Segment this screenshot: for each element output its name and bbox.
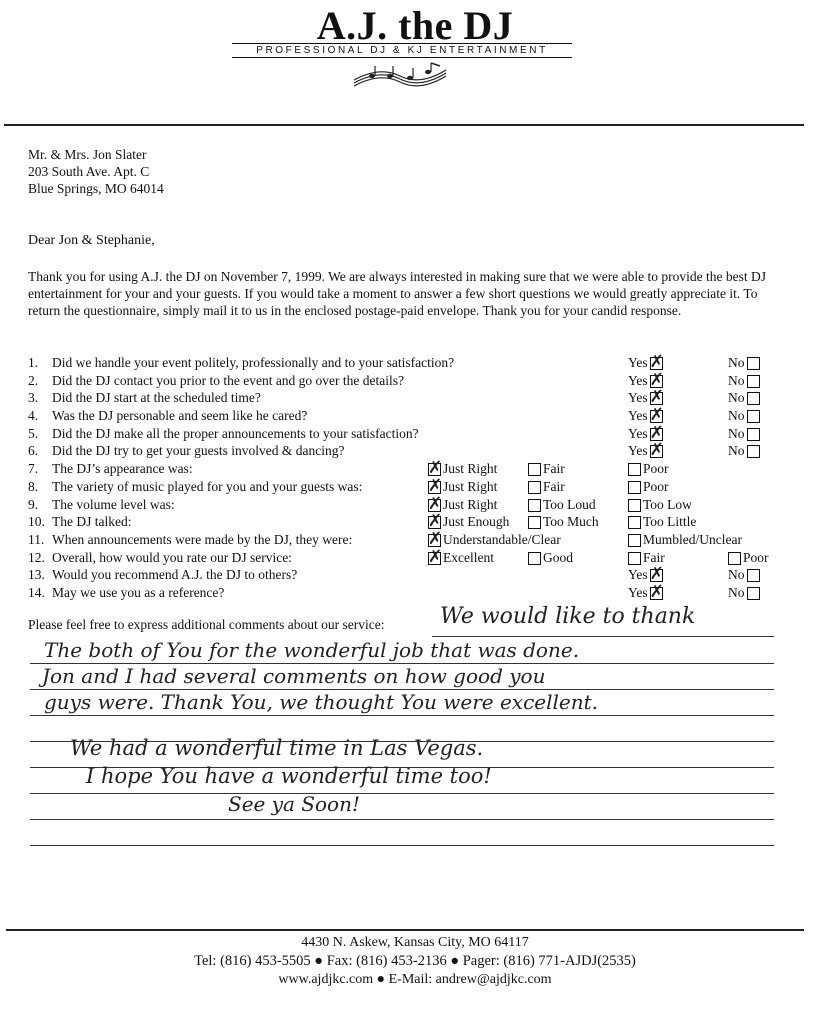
handwritten-comment-line-5: We had a wonderful time in Las Vegas. (70, 736, 484, 760)
question-3-yes[interactable]: Yes ✗ (628, 390, 665, 406)
handwritten-comment-line-1: We would like to thank (440, 604, 696, 629)
recipient-street: 203 South Ave. Apt. C (28, 164, 150, 179)
question-11: 11. When announcements were made by the DJ, they were: (28, 532, 353, 547)
company-tagline: PROFESSIONAL DJ & KJ ENTERTAINMENT (232, 43, 572, 58)
checkbox[interactable] (747, 445, 760, 458)
checkbox[interactable] (528, 516, 541, 529)
checkbox[interactable] (628, 481, 641, 494)
intro-paragraph: Thank you for using A.J. the DJ on November 7, 1999. We are always interested in making sure that we were able to provide the best DJ entertainment for your and your guests. If you would take a moment to answer a few short questions we would greatly appreciate it. To return the questionnaire, simply mail it to us in the enclosed postage-paid envelope. Thank you for your candid response. (28, 269, 766, 318)
question-7: 7. The DJ’s appearance was: (28, 461, 193, 476)
question-9: 9. The volume level was: (28, 497, 175, 512)
checkbox[interactable] (428, 463, 441, 476)
checkbox[interactable] (428, 552, 441, 565)
question-2: 2. Did the DJ contact you prior to the event and go over the details? (28, 373, 405, 388)
question-14-no[interactable]: No (728, 585, 762, 601)
question-14: 14. May we use you as a reference? (28, 585, 225, 600)
question-12-option-1[interactable]: ✗ Excellent (428, 550, 494, 566)
question-1-yes[interactable]: Yes ✗ (628, 355, 665, 371)
handwritten-comment-line-2: The both of You for the wonderful job that was done. (44, 638, 580, 662)
question-10: 10. The DJ talked: (28, 514, 132, 529)
question-10-option-1[interactable]: ✗ Just Enough (428, 514, 509, 530)
question-9-option-2[interactable]: Too Loud (528, 497, 596, 513)
question-4-yes[interactable]: Yes ✗ (628, 408, 665, 424)
comment-line (30, 819, 774, 820)
checkbox[interactable] (747, 428, 760, 441)
checkbox[interactable] (650, 587, 663, 600)
question-9-option-3[interactable]: Too Low (628, 497, 692, 513)
question-12-option-4[interactable]: Poor (728, 550, 769, 566)
question-5-no[interactable]: No (728, 426, 762, 442)
recipient-address (28, 146, 164, 197)
checkbox[interactable] (628, 534, 641, 547)
checkbox[interactable] (528, 499, 541, 512)
question-3: 3. Did the DJ start at the scheduled time? (28, 390, 261, 405)
checkbox[interactable] (747, 410, 760, 423)
question-6: 6. Did the DJ try to get your guests involved & dancing? (28, 443, 345, 458)
question-2-no[interactable]: No (728, 373, 762, 389)
question-1: 1. Did we handle your event politely, professionally and to your satisfaction? (28, 355, 455, 370)
footer-web-email: www.ajdjkc.com ● E-Mail: andrew@ajdjkc.com (278, 972, 552, 987)
question-1-no[interactable]: No (728, 355, 762, 371)
music-notes-icon (350, 62, 450, 90)
comment-line (30, 715, 774, 716)
company-name: A.J. the DJ (316, 3, 514, 48)
question-14-yes[interactable]: Yes ✗ (628, 585, 665, 601)
question-5: 5. Did the DJ make all the proper announcements to your satisfaction? (28, 426, 419, 441)
question-9-option-1[interactable]: ✗ Just Right (428, 497, 497, 513)
question-12-option-3[interactable]: Fair (628, 550, 665, 566)
footer-rule (6, 929, 804, 931)
checkbox[interactable] (628, 499, 641, 512)
checkbox[interactable] (650, 410, 663, 423)
question-5-yes[interactable]: Yes ✗ (628, 426, 665, 442)
checkbox[interactable] (650, 357, 663, 370)
handwritten-comment-line-7: See ya Soon! (228, 792, 361, 816)
question-2-yes[interactable]: Yes ✗ (628, 373, 665, 389)
question-12: 12. Overall, how would you rate our DJ service: (28, 550, 292, 565)
question-7-option-1[interactable]: ✗ Just Right (428, 461, 497, 477)
handwritten-comment-line-3: Jon and I had several comments on how good you (42, 664, 546, 688)
question-11-option-1[interactable]: ✗ Understandable/Clear (428, 532, 561, 548)
salutation: Dear Jon & Stephanie, (28, 233, 155, 248)
question-12-option-2[interactable]: Good (528, 550, 573, 566)
checkbox[interactable] (528, 552, 541, 565)
checkbox[interactable] (650, 569, 663, 582)
header-rule (4, 124, 804, 126)
question-10-option-2[interactable]: Too Much (528, 514, 599, 530)
recipient-name: Mr. & Mrs. Jon Slater (28, 147, 147, 162)
checkbox[interactable] (428, 516, 441, 529)
question-13: 13. Would you recommend A.J. the DJ to others? (28, 567, 298, 582)
checkbox[interactable] (628, 552, 641, 565)
comment-line (30, 793, 774, 794)
checkbox[interactable] (428, 481, 441, 494)
question-8-option-2[interactable]: Fair (528, 479, 565, 495)
checkbox[interactable] (628, 516, 641, 529)
question-8-option-3[interactable]: Poor (628, 479, 669, 495)
checkbox[interactable] (747, 569, 760, 582)
checkbox[interactable] (528, 481, 541, 494)
question-11-option-2[interactable]: Mumbled/Unclear (628, 532, 742, 548)
handwritten-comment-line-6: I hope You have a wonderful time too! (86, 764, 492, 788)
checkbox[interactable] (747, 392, 760, 405)
footer-phones: Tel: (816) 453-5505 ● Fax: (816) 453-2136 ● Pager: (816) 771-AJDJ(2535) (194, 953, 636, 969)
checkbox[interactable] (428, 534, 441, 547)
checkbox[interactable] (528, 463, 541, 476)
recipient-city: Blue Springs, MO 64014 (28, 181, 164, 196)
question-7-option-3[interactable]: Poor (628, 461, 669, 477)
question-8-option-1[interactable]: ✗ Just Right (428, 479, 497, 495)
question-4-no[interactable]: No (728, 408, 762, 424)
question-10-option-3[interactable]: Too Little (628, 514, 696, 530)
question-8: 8. The variety of music played for you and your guests was: (28, 479, 363, 494)
checkbox[interactable] (747, 375, 760, 388)
question-6-yes[interactable]: Yes ✗ (628, 443, 665, 459)
question-6-no[interactable]: No (728, 443, 762, 459)
question-13-yes[interactable]: Yes ✗ (628, 567, 665, 583)
question-3-no[interactable]: No (728, 390, 762, 406)
question-13-no[interactable]: No (728, 567, 762, 583)
question-4: 4. Was the DJ personable and seem like he cared? (28, 408, 308, 423)
checkbox[interactable] (728, 552, 741, 565)
comment-line (30, 845, 774, 846)
footer-address: 4430 N. Askew, Kansas City, MO 64117 (301, 935, 529, 950)
checkbox[interactable] (747, 587, 760, 600)
comments-label: Please feel free to express additional comments about our service: (28, 617, 385, 632)
checkbox[interactable] (747, 357, 760, 370)
question-7-option-2[interactable]: Fair (528, 461, 565, 477)
checkbox[interactable] (628, 463, 641, 476)
handwritten-comment-line-4: guys were. Thank You, we thought You were excellent. (44, 690, 599, 714)
checkbox[interactable] (650, 392, 663, 405)
checkbox[interactable] (650, 445, 663, 458)
comment-line (432, 636, 774, 637)
